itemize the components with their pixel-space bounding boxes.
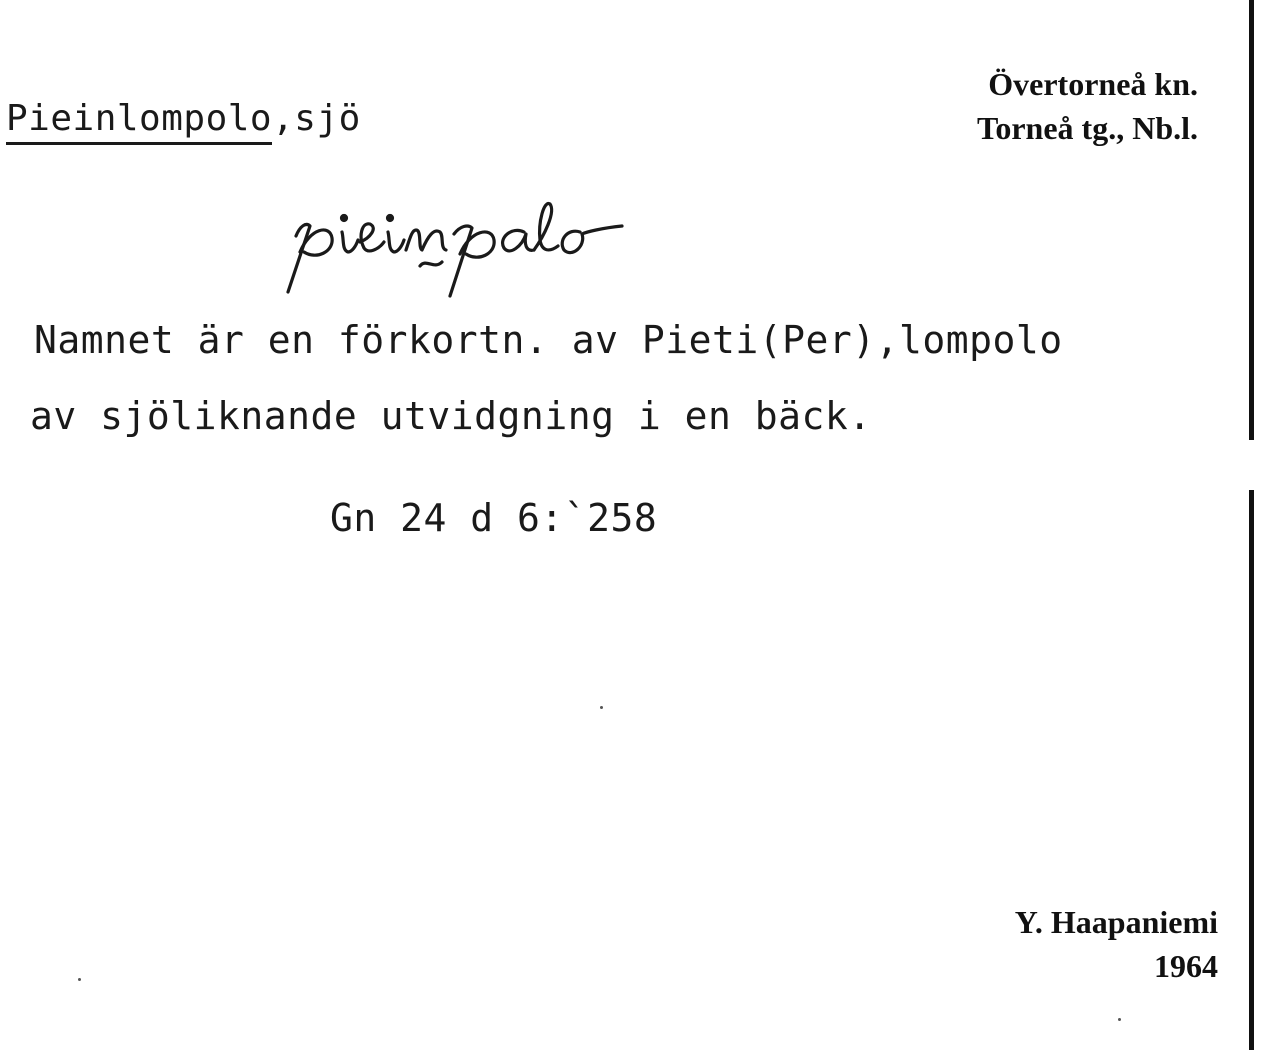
body-text-line-2: av sjöliknande utvidgning i en bäck. xyxy=(30,394,872,438)
card-edge-border-top xyxy=(1249,0,1254,440)
scan-speck xyxy=(600,706,603,709)
card-edge-border-bottom xyxy=(1249,490,1254,1050)
year-label: 1964 xyxy=(1154,948,1218,984)
handwritten-dialect-form xyxy=(282,192,762,302)
reference-code: Gn 24 d 6:`258 xyxy=(330,496,658,540)
parish-label: Övertorneå kn. xyxy=(988,66,1198,102)
scan-speck xyxy=(1118,1018,1121,1021)
headword-name: Pieinlompolo xyxy=(6,98,272,145)
body-text-line-1: Namnet är en förkortn. av Pieti(Per),lompolo xyxy=(34,318,1063,362)
author-name: Y. Haapaniemi xyxy=(1014,904,1218,940)
scan-speck xyxy=(78,978,81,981)
district-label: Torneå tg., Nb.l. xyxy=(976,110,1198,146)
headword-suffix: ,sjö xyxy=(272,98,361,139)
headword xyxy=(6,98,361,139)
